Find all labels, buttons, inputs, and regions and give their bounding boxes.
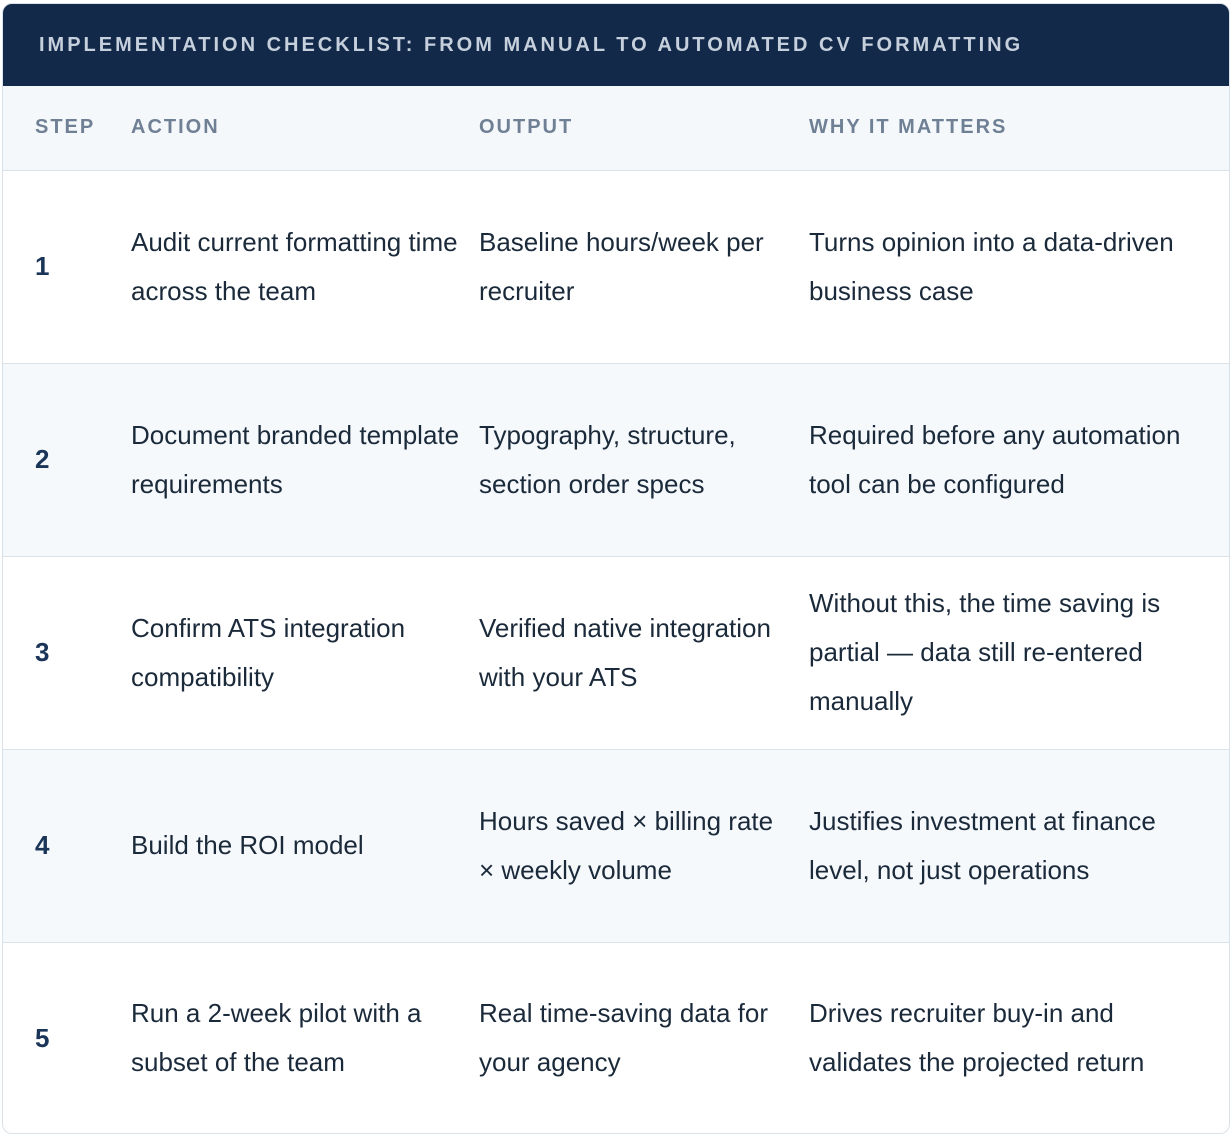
- action-cell: Document branded template requirements: [131, 419, 460, 499]
- table-row: [3, 363, 1229, 556]
- step-number: 4: [35, 830, 50, 860]
- why-cell: Without this, the time saving is partial — data still re-entered manually: [809, 588, 1161, 716]
- table-row: [3, 942, 1229, 1134]
- column-header-output: OUTPUT: [479, 86, 809, 170]
- checklist-card: [2, 3, 1230, 1134]
- column-header-why: WHY IT MATTERS: [809, 86, 1229, 170]
- action-cell: Build the ROI model: [131, 830, 364, 860]
- action-cell: Audit current formatting time across the team: [131, 226, 458, 306]
- column-header-action: ACTION: [131, 86, 479, 170]
- action-cell: Run a 2-week pilot with a subset of the team: [131, 998, 422, 1078]
- table-row: [3, 749, 1229, 942]
- why-cell: Required before any automation tool can be configured: [809, 419, 1181, 499]
- output-cell: Baseline hours/week per recruiter: [479, 226, 764, 306]
- step-number: 5: [35, 1022, 50, 1053]
- checklist-table: [3, 86, 1229, 1134]
- step-number: 3: [35, 637, 50, 667]
- table-row: [3, 556, 1229, 749]
- table-header-row: [3, 86, 1229, 170]
- column-header-step: STEP: [3, 86, 131, 170]
- output-cell: Typography, structure, section order specs: [479, 419, 736, 499]
- action-cell: Confirm ATS integration compatibility: [131, 612, 406, 692]
- output-cell: Hours saved × billing rate × weekly volume: [479, 805, 774, 885]
- why-cell: Drives recruiter buy-in and validates the projected return: [809, 998, 1145, 1078]
- output-cell: Real time-saving data for your agency: [479, 998, 769, 1078]
- checklist-title: IMPLEMENTATION CHECKLIST: FROM MANUAL TO AUTOMATED CV FORMATTING: [39, 33, 1024, 56]
- why-cell: Turns opinion into a data-driven business case: [809, 226, 1174, 306]
- title-banner: [3, 4, 1229, 86]
- table-row: [3, 170, 1229, 363]
- output-cell: Verified native integration with your ATS: [479, 612, 771, 692]
- why-cell: Justifies investment at finance level, not just operations: [809, 805, 1156, 885]
- step-number: 1: [35, 251, 50, 281]
- step-number: 2: [35, 444, 50, 474]
